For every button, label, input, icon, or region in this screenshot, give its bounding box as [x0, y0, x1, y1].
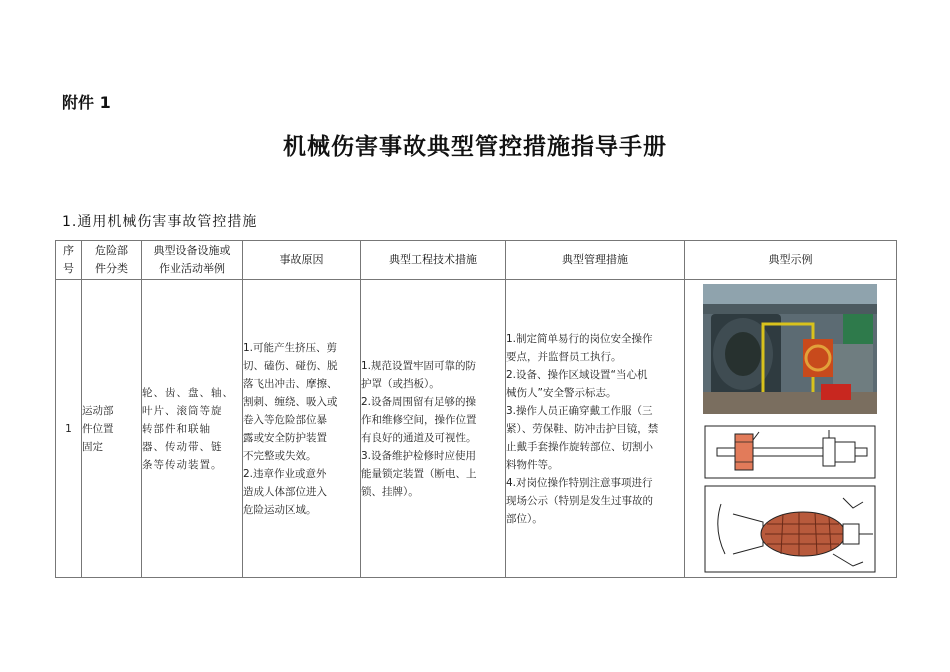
header-example: 典型示例: [685, 241, 897, 280]
section-heading: 1.通用机械伤害事故管控措施: [62, 214, 258, 230]
header-cause: 事故原因: [243, 241, 361, 280]
table-header-row: [56, 241, 897, 280]
cause-cell: 1.可能产生挤压、剪 切、磕伤、碰伤、脱 落飞出冲击、摩擦、 割刺、缠绕、吸入或 卷入等危险部位暴 露或安全防护装置 不完整或失效。 2.违章作业或意外 造成人体部位进入 危险运动区域。: [243, 280, 361, 578]
control-measures-table: [55, 240, 897, 578]
annex-label: 附件 1: [62, 93, 111, 112]
header-management-measures: 典型管理措施: [506, 241, 685, 280]
header-tech-measures: 典型工程技术措施: [361, 241, 506, 280]
document-title: 机械伤害事故典型管控措施指导手册: [283, 133, 667, 160]
machine-photo: [703, 284, 877, 414]
header-equipment: 典型设备设施或 作业活动举例: [142, 241, 243, 280]
tech-measures-cell: 1.规范设置牢固可靠的防 护罩（或挡板）。 2.设备周围留有足够的操 作和维修空间，操作位置 有良好的通道及可视性。 3.设备维护检修时应使用 能量锁定装置（断电、上 锁、挂牌）。: [361, 280, 506, 578]
header-hazard-part: 危险部 件分类: [82, 241, 142, 280]
management-measures-cell: 1.制定简单易行的岗位安全操作 要点，并监督员工执行。 2.设备、操作区域设置“当心机 械伤人”安全警示标志。 3.操作人员正确穿戴工作服（三 紧）、劳保鞋、防冲击护目镜，禁 止戴手套操作旋转部位、切割小 料物件等。 4.对岗位操作特别注意事项进行 现场公示（特别是发生过事故的 部位）。: [506, 280, 685, 578]
coupling-entanglement-diagram: [703, 484, 877, 574]
rotating-shaft-diagram: [703, 424, 877, 480]
header-no: 序 号: [56, 241, 82, 280]
example-cell: [685, 280, 897, 578]
table-row: [56, 280, 897, 578]
row-number: 1: [56, 280, 82, 578]
equipment-cell: 轮、齿、盘、轴、 叶片、滚筒等旋 转部件和联轴 器、传动带、链 条等传动装置。: [142, 280, 243, 578]
hazard-part-cell: 运动部 件位置 固定: [82, 280, 142, 578]
